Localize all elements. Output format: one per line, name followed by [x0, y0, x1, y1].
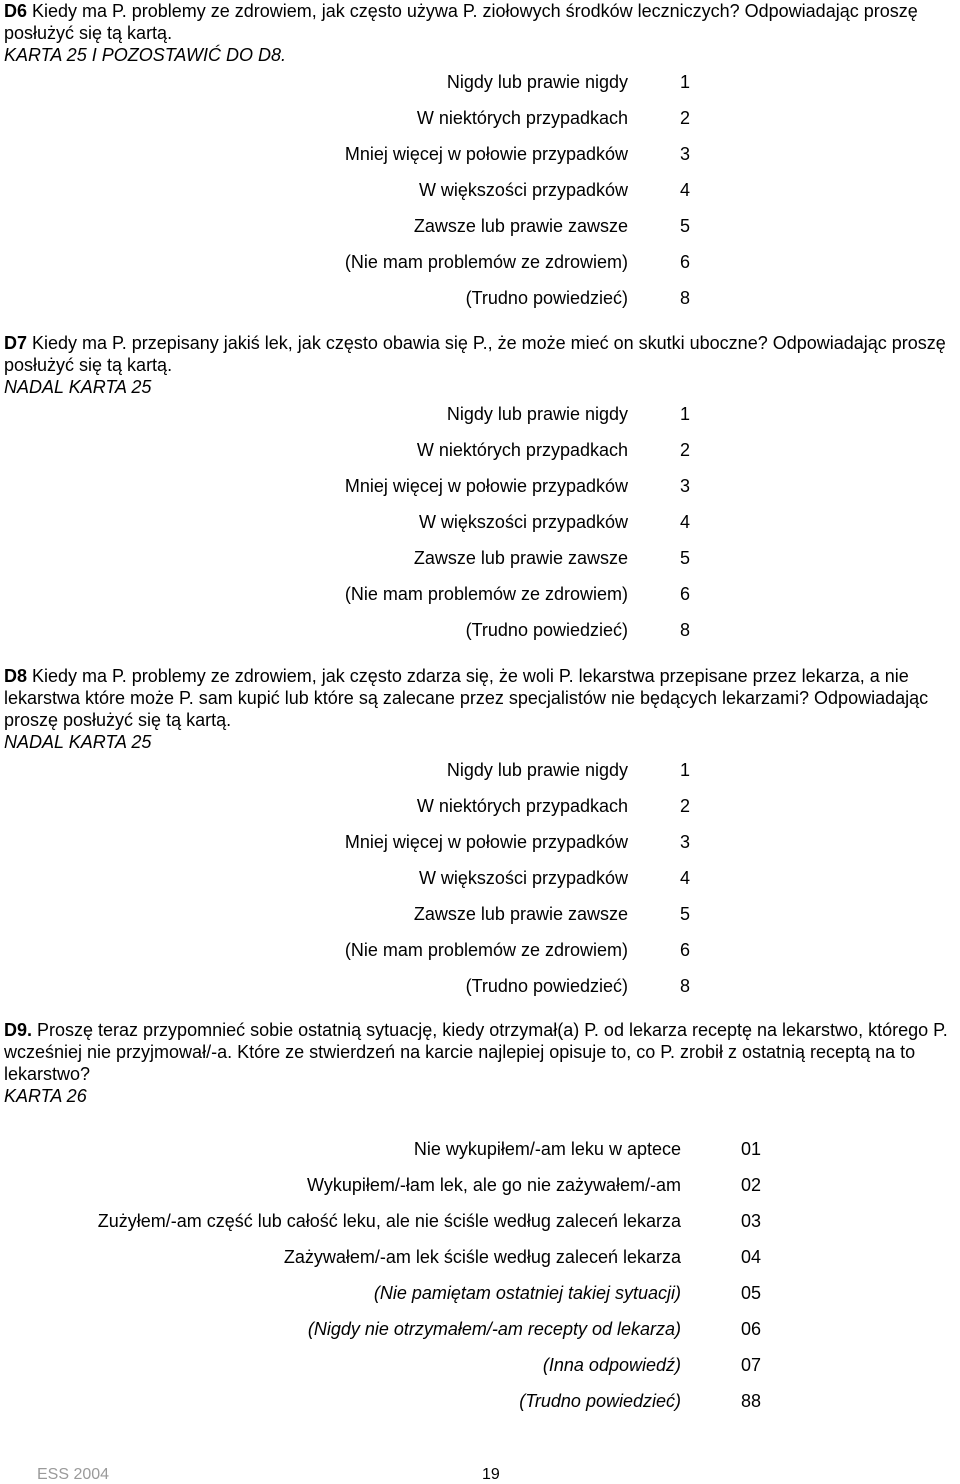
answer-option: [0, 178, 960, 202]
answer-option: [0, 1389, 960, 1413]
answer-option-code: 3: [680, 144, 691, 164]
answer-option-label: Mniej więcej w połowie przypadków: [344, 832, 628, 852]
answer-option-code: 6: [680, 252, 691, 272]
answer-option-label: Zażywałem/-am lek ściśle według zaleceń lekarza: [283, 1247, 681, 1267]
answer-option: [0, 250, 960, 274]
answer-option: [0, 974, 960, 998]
answer-option-label: Mniej więcej w połowie przypadków: [344, 144, 628, 164]
answer-option: [0, 70, 960, 94]
answer-option-label: W większości przypadków: [418, 868, 628, 888]
answer-option: [0, 1173, 960, 1197]
question-text: Kiedy ma P. problemy ze zdrowiem, jak często używa P. ziołowych środków leczniczych? Odpowiadając proszę posłużyć się tą kartą.: [4, 1, 918, 43]
answer-option: [0, 758, 960, 782]
answer-option-label: W niektórych przypadkach: [416, 108, 628, 128]
answer-option: [0, 546, 960, 570]
answer-option-label: (Inna odpowiedź): [542, 1355, 681, 1375]
card-instruction: NADAL KARTA 25: [4, 732, 152, 752]
answer-option-label: W niektórych przypadkach: [416, 440, 628, 460]
answer-option: [0, 1281, 960, 1305]
answer-option: [0, 438, 960, 462]
question-d7: [4, 332, 956, 398]
question-text: Proszę teraz przypomnieć sobie ostatnią sytuację, kiedy otrzymał(a) P. od lekarza receptę na lekarstwo, którego P. wcześniej nie przyjmował/-a. Które ze stwierdzeń na karcie najlepiej opisuje to, co P. zrobił z ostatnią receptą na to lekarstwo?: [4, 1020, 948, 1084]
question-d8: [4, 665, 956, 753]
answer-option-label: (Nie mam problemów ze zdrowiem): [344, 940, 628, 960]
answer-option-code: 2: [680, 108, 691, 128]
page-number: 19: [482, 1466, 500, 1483]
answer-option-label: (Nigdy nie otrzymałem/-am recepty od lekarza): [307, 1319, 681, 1339]
question-d6: [4, 0, 956, 66]
question-text: Kiedy ma P. problemy ze zdrowiem, jak często zdarza się, że woli P. lekarstwa przepisane przez lekarza, a nie lekarstwa które może P. sam kupić lub które są zalecane przez specjalistów nie będących lekarzami? Odpowiadając proszę posłużyć się tą kartą.: [4, 666, 929, 730]
question-d9: [4, 1019, 956, 1107]
answer-option-code: 4: [680, 180, 691, 200]
answer-option: [0, 286, 960, 310]
answer-option-label: Nigdy lub prawie nigdy: [446, 404, 628, 424]
answer-option-code: 1: [680, 760, 691, 780]
answer-option-code: 8: [680, 620, 691, 640]
answer-option: [0, 142, 960, 166]
card-instruction: KARTA 26: [4, 1086, 87, 1106]
answer-option-label: (Nie mam problemów ze zdrowiem): [344, 584, 628, 604]
answer-option-label: Zawsze lub prawie zawsze: [413, 548, 628, 568]
answer-option: [0, 214, 960, 238]
answer-option-code: 8: [680, 288, 691, 308]
answer-option-code: 01: [741, 1139, 762, 1159]
answer-option-label: Zawsze lub prawie zawsze: [413, 216, 628, 236]
answer-option: [0, 794, 960, 818]
answer-option-code: 2: [680, 796, 691, 816]
question-text: Kiedy ma P. przepisany jakiś lek, jak często obawia się P., że może mieć on skutki uboczne? Odpowiadając proszę posłużyć się tą kartą.: [4, 333, 946, 375]
answer-option-code: 03: [741, 1211, 762, 1231]
answer-option-code: 4: [680, 512, 691, 532]
answer-option-code: 4: [680, 868, 691, 888]
answer-option-code: 88: [741, 1391, 762, 1411]
answer-option-label: W większości przypadków: [418, 512, 628, 532]
answer-option-label: Mniej więcej w połowie przypadków: [344, 476, 628, 496]
answer-option-code: 07: [741, 1355, 762, 1375]
answer-option-label: Nigdy lub prawie nigdy: [446, 72, 628, 92]
answer-option-code: 5: [680, 216, 691, 236]
answer-option-code: 3: [680, 832, 691, 852]
answer-option-label: (Trudno powiedzieć): [465, 288, 628, 308]
answer-option-code: 1: [680, 72, 691, 92]
question-number: D6: [4, 1, 28, 21]
footer-survey-label: ESS 2004: [37, 1466, 110, 1483]
answer-option-code: 6: [680, 940, 691, 960]
question-number: D8: [4, 666, 28, 686]
card-instruction: KARTA 25 I POZOSTAWIĆ DO D8.: [4, 45, 287, 65]
answer-option-label: (Trudno powiedzieć): [519, 1391, 681, 1411]
answer-option-label: (Nie pamiętam ostatniej takiej sytuacji): [373, 1283, 681, 1303]
answer-option-code: 6: [680, 584, 691, 604]
answer-option: [0, 402, 960, 426]
answer-option-code: 3: [680, 476, 691, 496]
answer-option-code: 5: [680, 548, 691, 568]
answer-option: [0, 938, 960, 962]
answer-option: [0, 1209, 960, 1233]
answer-option: [0, 618, 960, 642]
answer-option: [0, 902, 960, 926]
answer-option-label: W większości przypadków: [418, 180, 628, 200]
answer-option-label: Zużyłem/-am część lub całość leku, ale nie ściśle według zaleceń lekarza: [97, 1211, 681, 1231]
question-number: D7: [4, 333, 28, 353]
answer-option: [0, 1353, 960, 1377]
answer-option-code: 05: [741, 1283, 762, 1303]
answer-option-label: Wykupiłem/-łam lek, ale go nie zażywałem/-am: [307, 1175, 681, 1195]
answer-option: [0, 1317, 960, 1341]
answer-option-code: 1: [680, 404, 691, 424]
answer-option-label: (Nie mam problemów ze zdrowiem): [344, 252, 628, 272]
card-instruction: NADAL KARTA 25: [4, 377, 152, 397]
question-number: D9.: [4, 1020, 33, 1040]
answer-option-code: 8: [680, 976, 691, 996]
answer-option: [0, 866, 960, 890]
answer-option-code: 04: [741, 1247, 762, 1267]
answer-option-label: (Trudno powiedzieć): [465, 976, 628, 996]
answer-option-label: Nie wykupiłem/-am leku w aptece: [413, 1139, 681, 1159]
answer-option-code: 02: [741, 1175, 762, 1195]
answer-option: [0, 830, 960, 854]
answer-option: [0, 474, 960, 498]
answer-option-code: 06: [741, 1319, 762, 1339]
answer-option-code: 2: [680, 440, 691, 460]
answer-option: [0, 106, 960, 130]
answer-option-label: (Trudno powiedzieć): [465, 620, 628, 640]
answer-option: [0, 510, 960, 534]
answer-option-label: W niektórych przypadkach: [416, 796, 628, 816]
answer-option: [0, 1245, 960, 1269]
answer-option: [0, 1137, 960, 1161]
answer-option: [0, 582, 960, 606]
answer-option-label: Zawsze lub prawie zawsze: [413, 904, 628, 924]
answer-option-label: Nigdy lub prawie nigdy: [446, 760, 628, 780]
answer-option-code: 5: [680, 904, 691, 924]
